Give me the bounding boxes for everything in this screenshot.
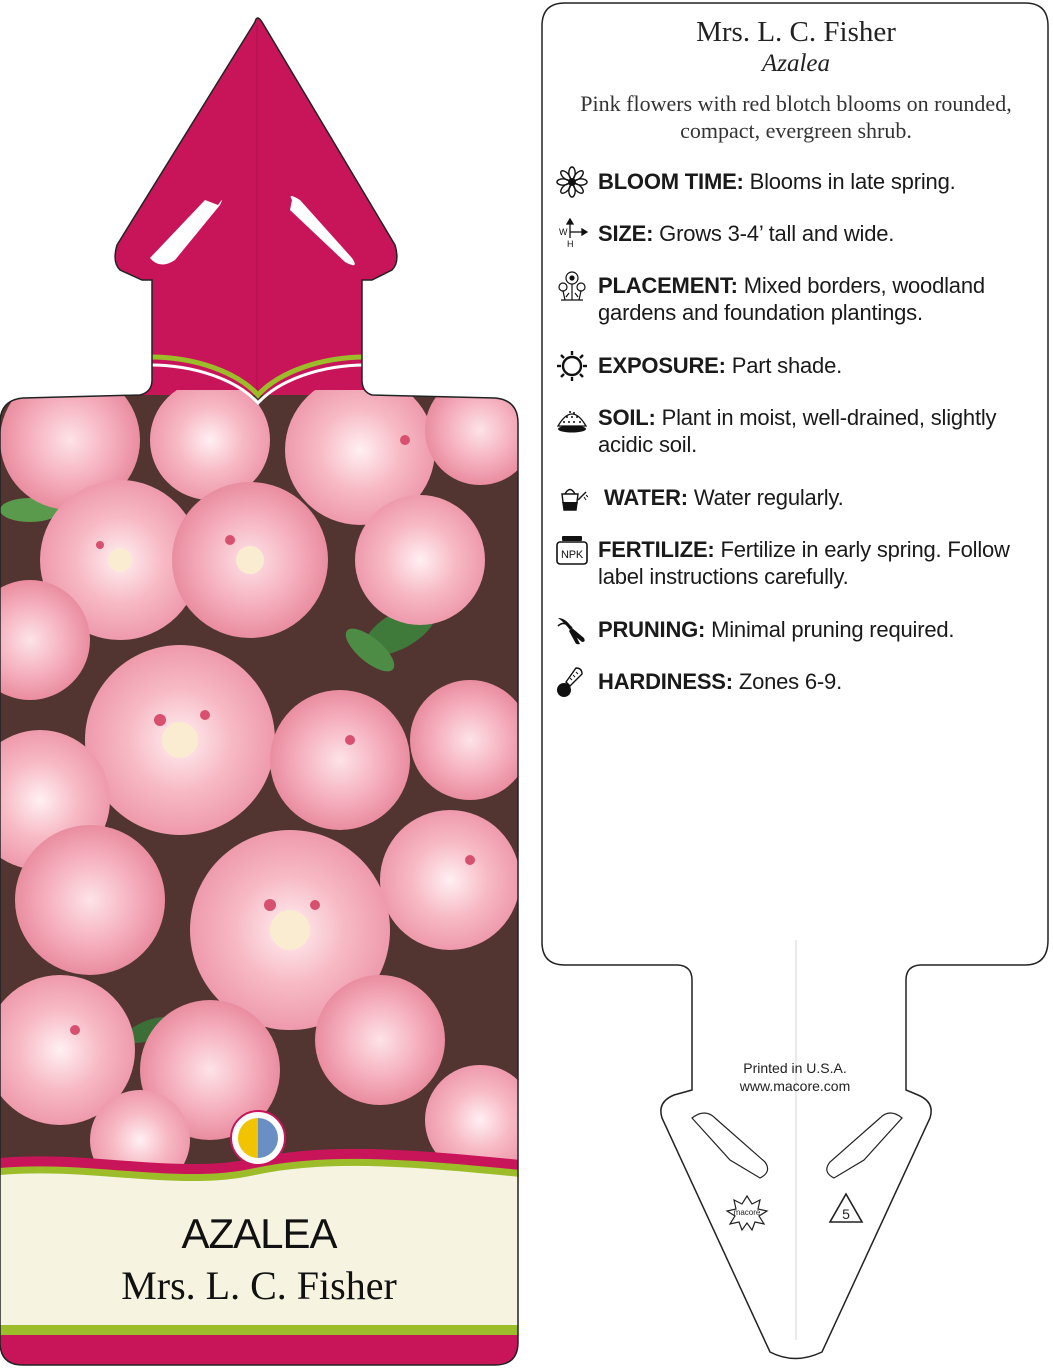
recycle-number: 5 xyxy=(842,1206,850,1222)
sun-icon xyxy=(556,350,588,382)
plant-description: Pink flowers with red blotch blooms on rounded, compact, evergreen shrub. xyxy=(580,91,1012,143)
care-value: Grows 3-4’ tall and wide. xyxy=(659,221,895,246)
printed-in-text: Printed in U.S.A. xyxy=(743,1060,847,1076)
care-value: Plant in moist, well-drained, slightly acidic soil. xyxy=(598,405,997,457)
care-label: HARDINESS: xyxy=(598,669,733,694)
care-value: Blooms in late spring. xyxy=(749,169,956,194)
watering-can-icon xyxy=(556,482,588,514)
care-label: BLOOM TIME: xyxy=(598,169,744,194)
care-value: Part shade. xyxy=(731,353,843,378)
soil-pile-icon xyxy=(556,402,588,434)
care-value: Fertilize in early spring. Follow label instructions carefully. xyxy=(598,537,1010,589)
size-w-letter: W xyxy=(559,227,568,237)
back-title: Mrs. L. C. Fisher xyxy=(696,16,896,48)
front-common-name: AZALEA xyxy=(181,1210,337,1257)
care-label: SIZE: xyxy=(598,221,654,246)
pruners-icon xyxy=(556,614,588,646)
placement-plants-icon xyxy=(556,270,588,302)
care-label: PLACEMENT: xyxy=(598,273,738,298)
care-label: PRUNING: xyxy=(598,617,706,642)
macore-logo-text: macore xyxy=(733,1208,761,1217)
size-arrows-icon xyxy=(556,218,588,250)
care-label: EXPOSURE: xyxy=(598,353,726,378)
website-text: www.macore.com xyxy=(739,1078,851,1094)
care-value: Zones 6-9. xyxy=(738,669,842,694)
size-h-letter: H xyxy=(567,239,574,249)
front-cultivar-name: Mrs. L. C. Fisher xyxy=(121,1263,397,1308)
care-value: Water regularly. xyxy=(693,485,844,510)
fertilizer-npk-icon xyxy=(556,534,588,566)
flower-icon xyxy=(556,166,588,198)
thermometer-icon xyxy=(556,666,588,698)
care-value: Minimal pruning required. xyxy=(711,617,955,642)
care-label: SOIL: xyxy=(598,405,656,430)
care-value: Mixed borders, woodland gardens and foundation plantings. xyxy=(598,273,985,325)
care-label: FERTILIZE: xyxy=(598,537,715,562)
back-subtitle: Azalea xyxy=(761,50,831,77)
npk-text: NPK xyxy=(560,549,584,561)
care-label: WATER: xyxy=(604,485,688,510)
